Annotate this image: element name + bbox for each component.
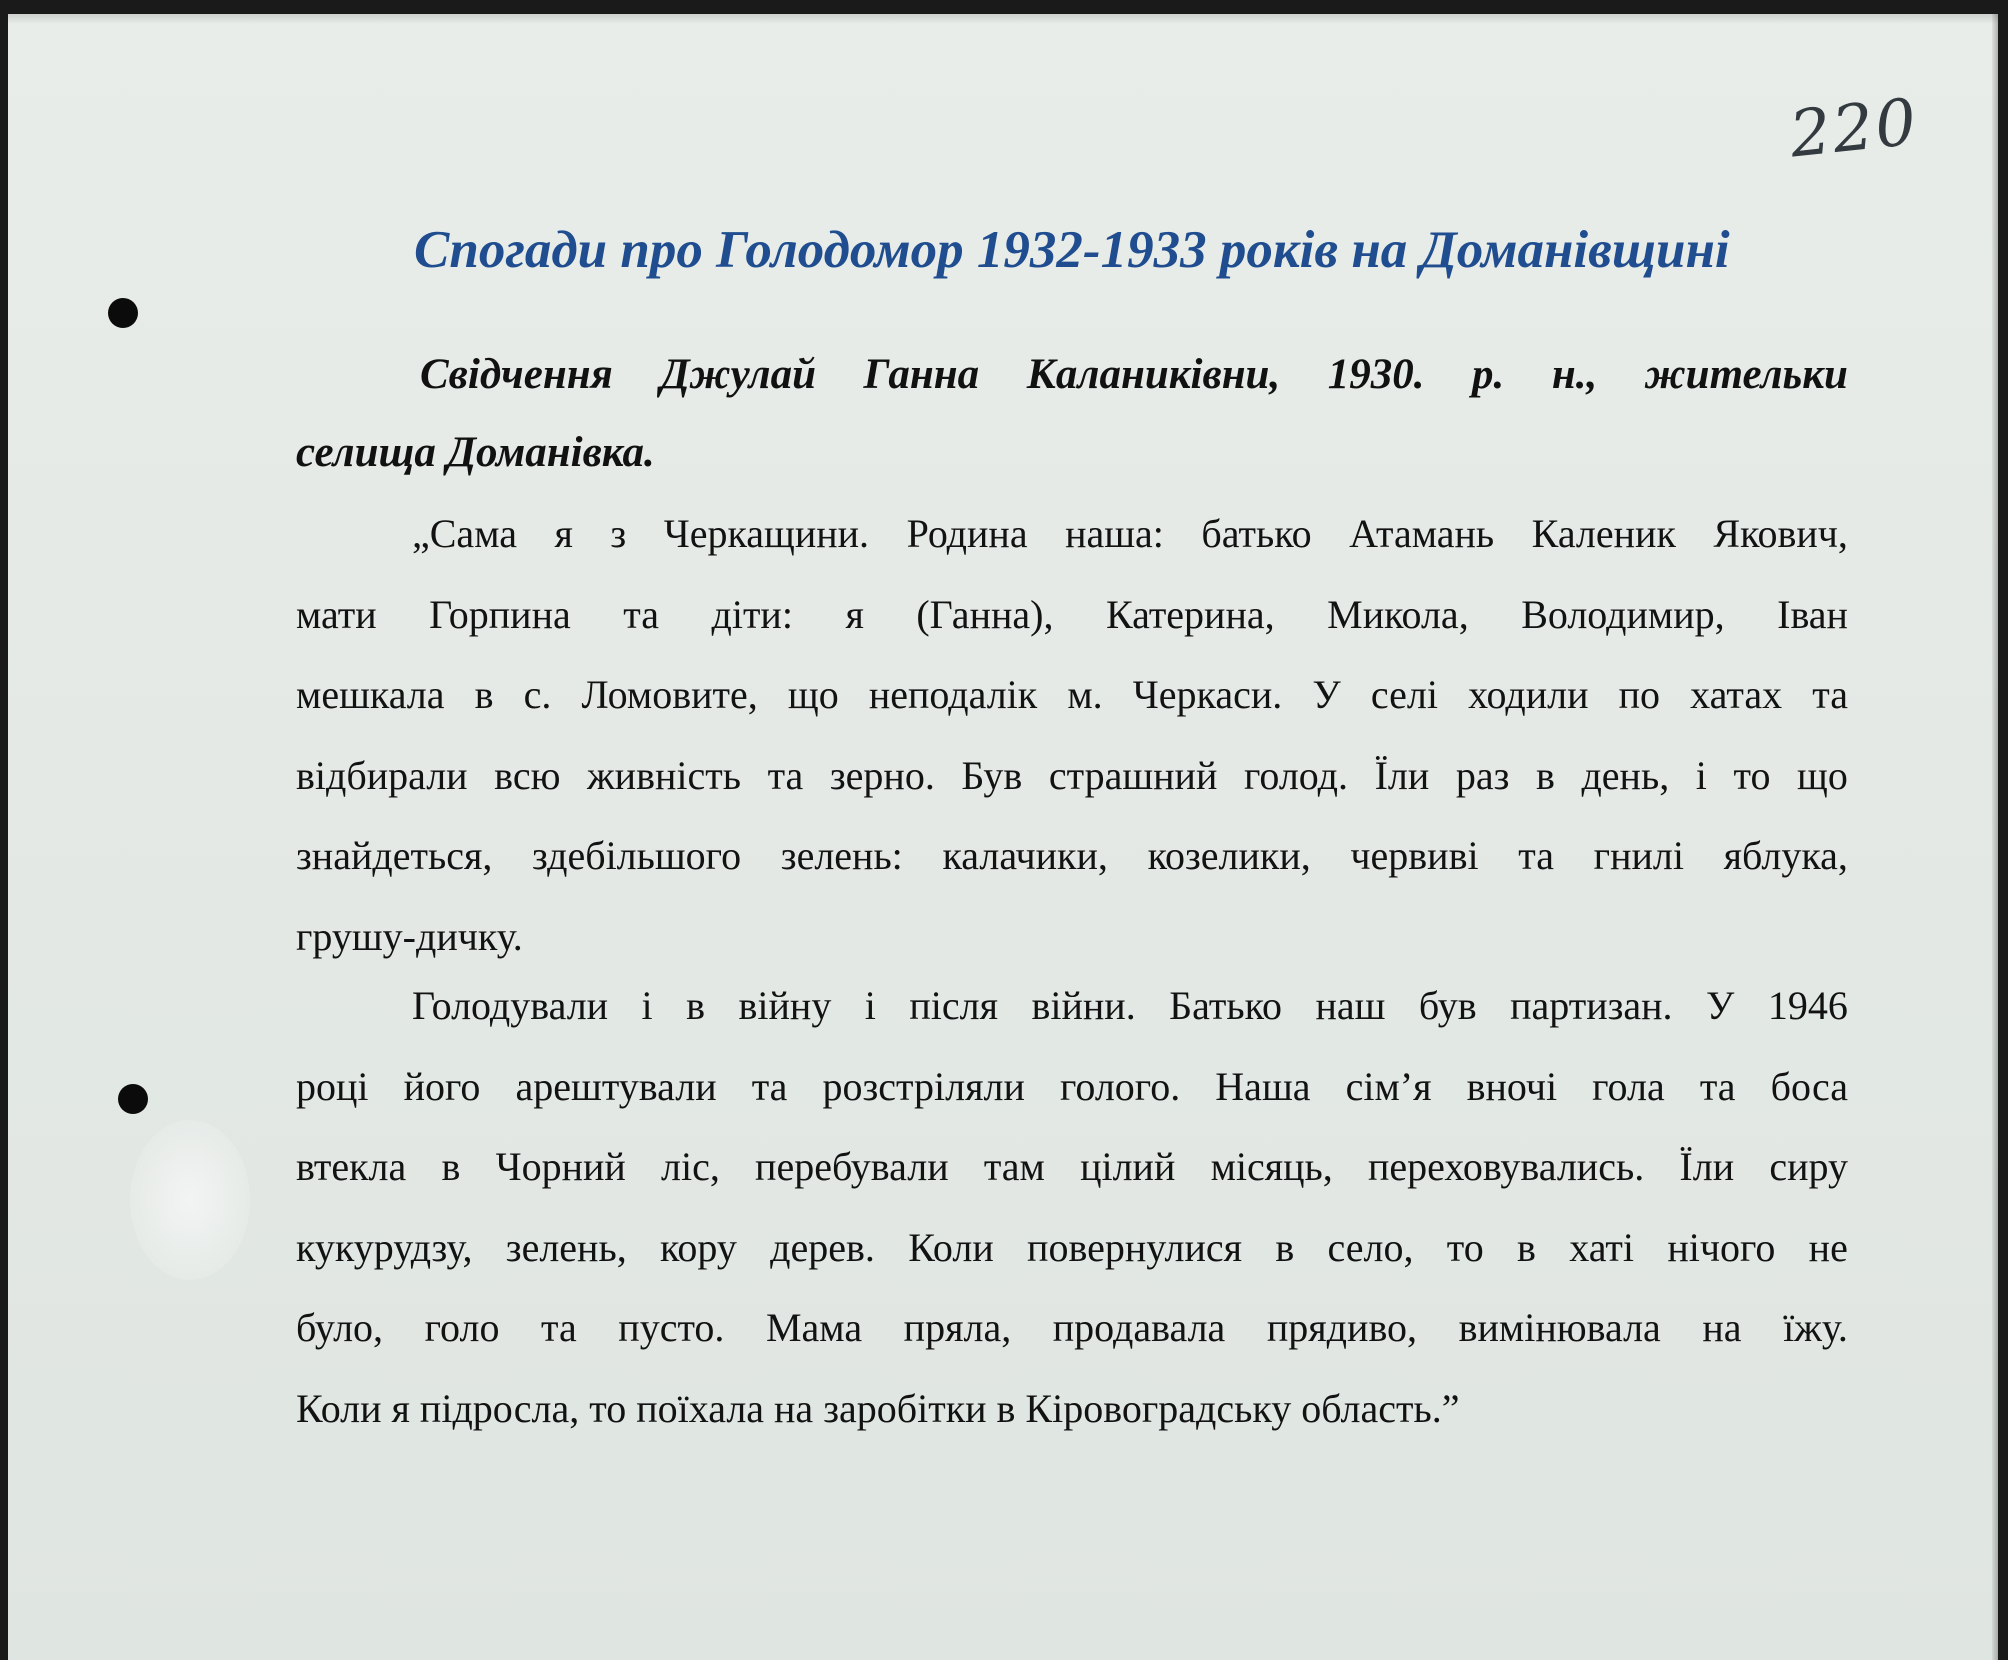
word: Коли [908,1224,994,1270]
text-line [296,816,1848,897]
page-right-edge [1992,14,1998,1660]
word: та [1699,1063,1736,1109]
word: війни. [1031,983,1136,1028]
word: Катерина, [1105,591,1275,637]
word: і [641,983,653,1028]
word: вночі [1466,1063,1558,1109]
word: арештували [515,1063,717,1109]
word: після [909,983,999,1028]
header-word: Свідчення [420,351,613,398]
word: м. [1067,672,1103,717]
word: наша: [1065,511,1164,556]
header-word: р. [1472,351,1505,398]
word: хатах [1690,672,1783,717]
word: знайдеться, [296,833,493,878]
word: ходили [1468,672,1589,717]
word: його [403,1063,481,1109]
word: Був [961,752,1023,798]
word: в [686,983,706,1028]
word: і [1695,752,1707,798]
word: та [541,1305,577,1350]
text-line [296,1288,1848,1369]
word: Чорний [495,1144,626,1189]
word: наш [1315,983,1386,1028]
word: з [610,511,627,556]
word: мати [296,591,377,637]
word: Їли [1374,752,1430,798]
word: день, [1581,752,1670,798]
word: цілий [1080,1144,1176,1189]
paragraph-2 [296,966,1848,1449]
page-top-shadow [8,14,1998,24]
word: Ломовите, [581,672,758,717]
word: гнилі [1593,833,1684,878]
word: що [787,672,839,717]
text-line [296,494,1848,575]
word: в [441,1144,461,1189]
word: та [767,752,804,798]
word: здебільшого [532,833,742,878]
text-line: Коли я підросла, то поїхала на заробітки в Кіровоградську область.” [296,1385,1460,1431]
word: У [1706,983,1735,1028]
word: та [1518,833,1554,878]
word: повернулися [1027,1224,1243,1270]
word: сім’я [1345,1063,1432,1109]
document-title: Спогади про Голодомор 1932-1933 років на Доманівщині [414,221,1730,279]
word: розстріляли [822,1063,1025,1109]
word: в [1535,752,1555,798]
word: було, [296,1305,384,1350]
word: Родина [906,511,1028,556]
word: нічого [1667,1224,1776,1270]
text-line [296,736,1848,817]
word: калачики, [942,833,1108,878]
header-word: жительки [1644,351,1848,398]
word: їжу. [1783,1305,1848,1350]
word: селі [1370,672,1438,717]
word: то [1733,752,1771,798]
word: прядиво, [1266,1305,1418,1350]
word: мешкала [296,672,445,717]
header-word: Ганна [863,351,980,398]
word: на [1702,1305,1742,1350]
word: продавала [1052,1305,1226,1350]
word: Черкащини. [663,511,870,556]
word: раз [1455,752,1510,798]
word: зелень: [780,833,903,878]
word: червиві [1350,833,1479,878]
word: зелень, [505,1224,627,1270]
word: вимінювала [1458,1305,1661,1350]
word: „Сама [412,511,517,556]
word: хаті [1569,1224,1635,1270]
text-line [296,655,1848,736]
word: то [1446,1224,1484,1270]
testimony-header-line-1 [296,336,1848,414]
word: козелики, [1147,833,1311,878]
word: Іван [1777,591,1848,637]
word: голого. [1059,1063,1181,1109]
word: і [864,983,876,1028]
text-line [296,575,1848,656]
word: живність [587,752,741,798]
text-line [296,1208,1848,1289]
word: не [1808,1224,1848,1270]
punch-hole-top [108,298,138,328]
word: там [983,1144,1045,1189]
word: партизан. [1510,983,1673,1028]
word: село, [1327,1224,1414,1270]
word: місяць, [1210,1144,1333,1189]
punch-hole-bottom [118,1084,148,1114]
word: втекла [296,1144,407,1189]
word: Атамань [1349,511,1495,556]
word: (Ганна), [916,591,1054,637]
word: неподалік [868,672,1038,717]
word: яблука, [1723,833,1848,878]
header-word: 1930. [1327,351,1425,398]
word: страшний [1048,752,1218,798]
word: переховувались. [1368,1144,1645,1189]
word: с. [523,672,552,717]
word: Їли [1679,1144,1735,1189]
word: Володимир, [1521,591,1725,637]
word: Мама [765,1305,863,1350]
testimony-header [296,336,1848,492]
word: в [1275,1224,1295,1270]
text-line [296,1047,1848,1128]
word: 1946 [1767,983,1848,1028]
word: Батько [1169,983,1282,1028]
word: в [1517,1224,1536,1270]
header-word: н., [1551,351,1598,398]
word: я [554,511,573,556]
word: пряла, [903,1305,1012,1350]
word: зерно. [829,752,935,798]
word: в [474,672,494,717]
word: У [1312,672,1341,717]
text-line [296,1127,1848,1208]
word: Горпина [429,591,571,637]
word: відбирали [296,752,468,798]
text-line: грушу-дичку. [296,913,523,959]
word: війну [738,983,832,1028]
word: та [623,591,659,637]
word: голод. [1243,752,1348,798]
word: батько [1201,511,1312,556]
word: був [1418,983,1477,1028]
word: Каленик [1531,511,1676,556]
word: перебували [755,1144,949,1189]
word: пусто. [618,1305,725,1350]
word: Якович, [1713,511,1848,556]
word: дерев. [770,1224,875,1270]
word: я [845,591,864,637]
word: кукурудзу, [296,1224,473,1270]
testimony-header-line-2: селища Доманівка. [296,429,655,476]
word: та [1812,672,1848,717]
word: ліс, [661,1144,720,1189]
word: діти: [711,591,793,637]
handwritten-page-number: 220 [1786,85,1922,173]
header-word: Каланиківни, [1026,351,1281,398]
word: Голодували [412,983,609,1028]
paragraph-1 [296,494,1848,977]
word: Микола, [1327,591,1469,637]
word: Черкаси. [1132,672,1283,717]
word: голо [424,1305,500,1350]
text-line [296,966,1848,1047]
word: році [296,1063,369,1109]
paper-crease [130,1120,250,1280]
word: боса [1770,1063,1848,1109]
word: що [1797,752,1848,798]
word: Наша [1215,1063,1311,1109]
word: всю [494,752,561,798]
word: гола [1592,1063,1665,1109]
word: кору [660,1224,737,1270]
header-word: Джулай [660,351,816,398]
word: по [1618,672,1661,717]
word: сиру [1769,1144,1848,1189]
word: та [751,1063,788,1109]
